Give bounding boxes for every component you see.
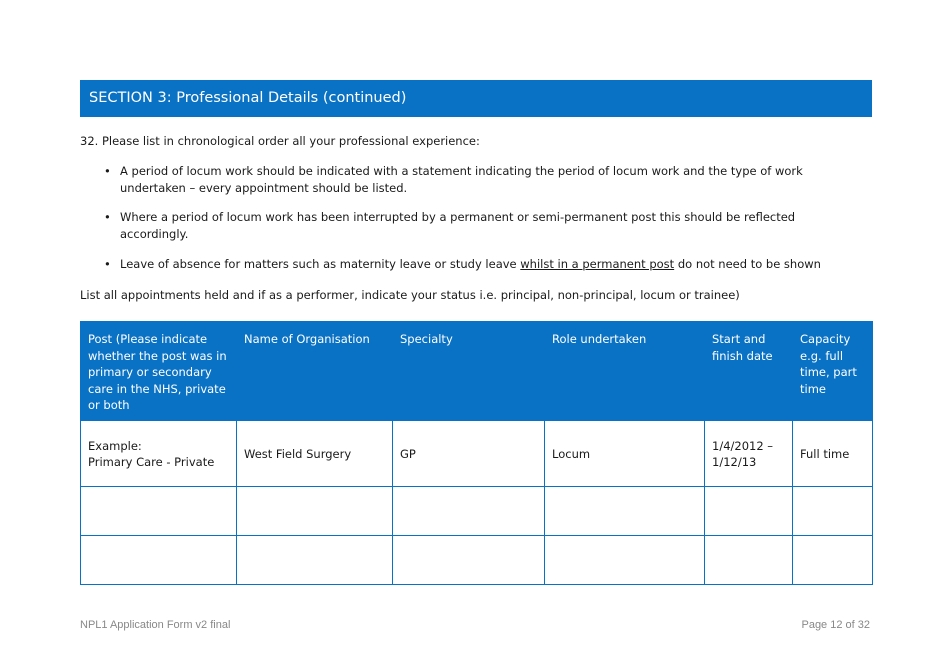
cell-capacity: Full time [793, 421, 873, 487]
header-capacity: Capacity e.g. full time, part time [793, 322, 873, 421]
bullet-text-underlined: whilst in a permanent post [520, 257, 675, 271]
bullet-item-leave-of-absence [104, 256, 834, 273]
header-specialty: Specialty [393, 322, 545, 421]
table-row[interactable] [81, 487, 873, 536]
bullet-icon: • [104, 210, 111, 224]
section-header: SECTION 3: Professional Details (continued) [80, 80, 872, 117]
cell-role: Locum [545, 421, 705, 487]
bullet-icon: • [104, 257, 111, 271]
bullet-text-after: do not need to be shown [674, 257, 821, 271]
cell-role-input[interactable] [545, 536, 705, 585]
example-label: Example: [88, 438, 142, 453]
appointments-table [80, 321, 873, 585]
bullet-text [120, 256, 834, 273]
bullet-icon: • [104, 164, 111, 178]
cell-dates-input[interactable] [705, 487, 793, 536]
cell-dates-input[interactable] [705, 536, 793, 585]
cell-specialty: GP [393, 421, 545, 487]
cell-capacity-input[interactable] [793, 487, 873, 536]
header-post: Post (Please indicate whether the post was in primary or secondary care in the NHS, private or both [81, 322, 237, 421]
header-organisation: Name of Organisation [237, 322, 393, 421]
cell-post-input[interactable] [81, 536, 237, 585]
example-post-value: Primary Care - Private [88, 454, 215, 469]
cell-post-input[interactable] [81, 487, 237, 536]
instruction-text: List all appointments held and if as a performer, indicate your status i.e. principal, non-principal, locum or trainee) [80, 288, 740, 302]
footer-document-name: NPL1 Application Form v2 final [80, 619, 231, 631]
table-row-example [81, 421, 873, 487]
header-dates: Start and finish date [705, 322, 793, 421]
cell-organisation-input[interactable] [237, 536, 393, 585]
table-row[interactable] [81, 536, 873, 585]
bullet-item-locum-period [104, 163, 834, 196]
header-role: Role undertaken [545, 322, 705, 421]
question-text: 32. Please list in chronological order all your professional experience: [80, 134, 480, 148]
cell-organisation: West Field Surgery [237, 421, 393, 487]
cell-post [81, 421, 237, 487]
bullet-text-before: Leave of absence for matters such as maternity leave or study leave [120, 257, 521, 271]
footer-page-number: Page 12 of 32 [801, 619, 870, 631]
cell-organisation-input[interactable] [237, 487, 393, 536]
cell-capacity-input[interactable] [793, 536, 873, 585]
bullet-text: Where a period of locum work has been interrupted by a permanent or semi-permanent post this should be reflected accordingly. [120, 210, 796, 241]
cell-specialty-input[interactable] [393, 536, 545, 585]
cell-dates: 1/4/2012 – 1/12/13 [705, 421, 793, 487]
cell-specialty-input[interactable] [393, 487, 545, 536]
table-header-row [81, 322, 873, 421]
cell-role-input[interactable] [545, 487, 705, 536]
bullet-item-locum-interrupted [104, 209, 834, 242]
bullet-text: A period of locum work should be indicated with a statement indicating the period of locum work and the type of work undertaken – every appointment should be listed. [120, 164, 803, 195]
